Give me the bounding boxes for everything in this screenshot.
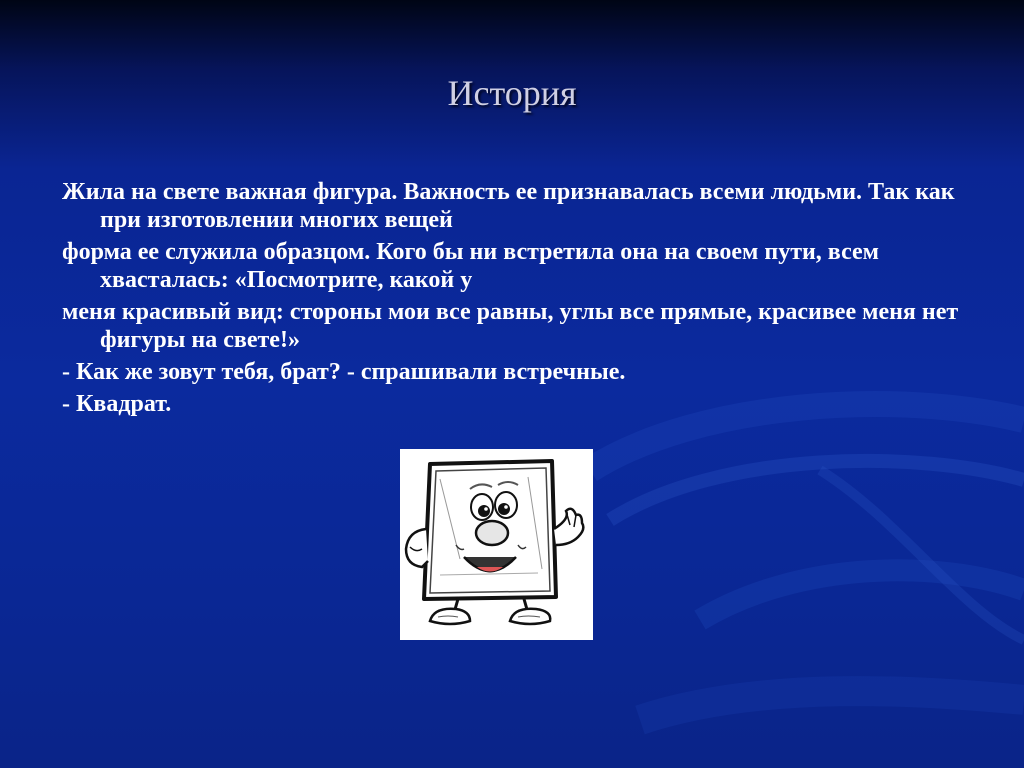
story-text <box>62 178 982 422</box>
square-character-icon <box>400 449 593 640</box>
square-character-illustration <box>400 449 593 640</box>
story-paragraph-3: меня красивый вид: стороны мои все равны, углы все прямые, красивее меня нет фигуры на свете!» <box>62 299 959 353</box>
story-paragraph-4: - Как же зовут тебя, брат? - спрашивали встречные. <box>62 359 626 385</box>
story-paragraph-5: - Квадрат. <box>62 391 172 417</box>
story-paragraph-2: форма ее служила образцом. Кого бы ни встретила она на своем пути, всем хвасталась: «Посмотрите, какой у <box>62 239 880 293</box>
story-paragraph-1: Жила на свете важная фигура. Важность ее признавалась всеми людьми. Так как при изготовлении многих вещей <box>62 179 955 233</box>
slide-title: История <box>447 73 577 113</box>
